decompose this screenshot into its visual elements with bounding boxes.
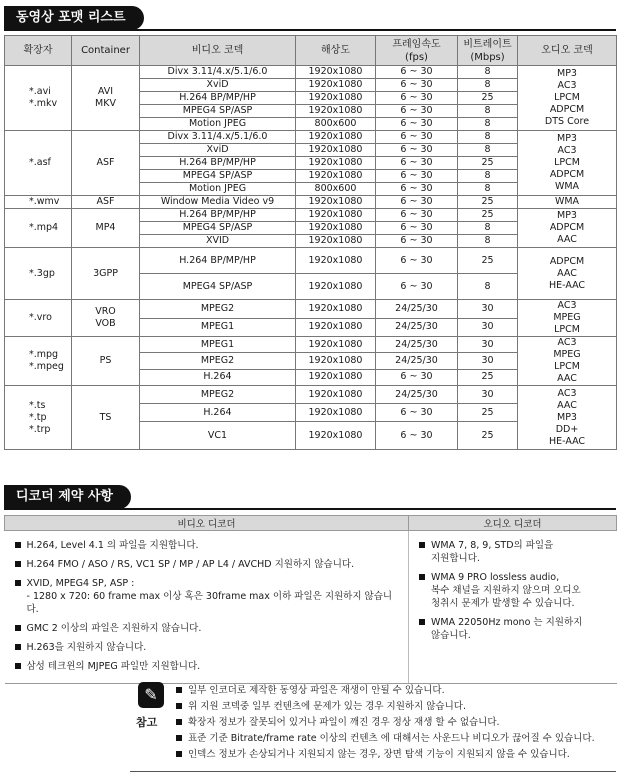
video-decoder-notes (5, 531, 409, 684)
extension-cell: *.mpg *.mpeg (5, 337, 72, 386)
bitrate-cell: 25 (458, 422, 518, 450)
audio-codec-cell: ADPCM AAC HE-AAC (518, 248, 617, 300)
resolution-cell: 800x600 (296, 183, 376, 196)
resolution-cell: 1920x1080 (296, 105, 376, 118)
container-cell: VRO VOB (72, 300, 140, 337)
video-codec-cell: Motion JPEG (140, 118, 296, 131)
resolution-cell: 1920x1080 (296, 209, 376, 222)
resolution-cell: 1920x1080 (296, 235, 376, 248)
video-codec-cell: MPEG4 SP/ASP (140, 274, 296, 300)
frame-rate-cell: 6 ~ 30 (376, 196, 458, 209)
frame-rate-cell: 6 ~ 30 (376, 170, 458, 183)
extension-cell: *.wmv (5, 196, 72, 209)
bitrate-cell: 8 (458, 79, 518, 92)
bitrate-cell: 25 (458, 209, 518, 222)
container-cell: TS (72, 386, 140, 450)
frame-rate-cell: 6 ~ 30 (376, 235, 458, 248)
video-codec-cell: MPEG1 (140, 337, 296, 353)
bitrate-cell: 25 (458, 92, 518, 105)
section-rule (4, 508, 616, 510)
bitrate-cell: 8 (458, 118, 518, 131)
pencil-icon: ✎ (138, 682, 164, 708)
video-codec-cell: H.264 BP/MP/HP (140, 92, 296, 105)
video-codec-cell: XVID (140, 235, 296, 248)
container-cell: PS (72, 337, 140, 386)
frame-rate-cell: 6 ~ 30 (376, 274, 458, 300)
video-codec-cell: MPEG4 SP/ASP (140, 170, 296, 183)
audio-codec-cell: AC3 MPEG LPCM (518, 300, 617, 337)
video-codec-cell: VC1 (140, 422, 296, 450)
table-row (5, 337, 617, 353)
resolution-cell: 1920x1080 (296, 92, 376, 105)
bitrate-cell: 25 (458, 404, 518, 422)
header-audio-decoder: 오디오 디코더 (409, 516, 617, 531)
resolution-cell: 1920x1080 (296, 300, 376, 319)
resolution-cell: 1920x1080 (296, 318, 376, 337)
bitrate-cell: 8 (458, 131, 518, 144)
bitrate-cell: 30 (458, 318, 518, 337)
video-codec-cell: H.264 (140, 369, 296, 385)
resolution-cell: 1920x1080 (296, 222, 376, 235)
frame-rate-cell: 24/25/30 (376, 337, 458, 353)
video-codec-cell: XviD (140, 79, 296, 92)
table-row (5, 300, 617, 319)
table-row (5, 209, 617, 222)
video-codec-cell: H.264 BP/MP/HP (140, 157, 296, 170)
audio-codec-cell: MP3 AC3 LPCM ADPCM WMA (518, 131, 617, 196)
container-cell: ASF (72, 196, 140, 209)
resolution-cell: 1920x1080 (296, 422, 376, 450)
frame-rate-cell: 6 ~ 30 (376, 79, 458, 92)
reference-note-box (130, 676, 616, 772)
video-codec-cell: Motion JPEG (140, 183, 296, 196)
list-item: WMA 7, 8, 9, STD의 파일을 지원합니다. (417, 539, 611, 565)
video-codec-cell: MPEG2 (140, 386, 296, 404)
resolution-cell: 1920x1080 (296, 170, 376, 183)
container-cell: MP4 (72, 209, 140, 248)
section-title-format-list: 동영상 포맷 리스트 (4, 6, 144, 30)
list-item: 위 지원 코덱중 일부 컨텐츠에 문제가 있는 경우 지원하지 않습니다. (174, 700, 614, 713)
format-table-header (5, 36, 617, 66)
bitrate-cell: 30 (458, 353, 518, 369)
resolution-cell: 1920x1080 (296, 79, 376, 92)
bitrate-cell: 8 (458, 105, 518, 118)
list-item: WMA 9 PRO lossless audio, 복수 채널을 지원하지 않으며 오디오 청취시 문제가 발생할 수 있습니다. (417, 571, 611, 610)
list-item: H.264, Level 4.1 의 파일을 지원합니다. (13, 539, 403, 552)
bitrate-cell: 8 (458, 144, 518, 157)
video-codec-cell: MPEG2 (140, 300, 296, 319)
video-codec-cell: XviD (140, 144, 296, 157)
frame-rate-cell: 6 ~ 30 (376, 105, 458, 118)
header-container: Container (72, 36, 140, 66)
frame-rate-cell: 6 ~ 30 (376, 157, 458, 170)
resolution-cell: 1920x1080 (296, 66, 376, 79)
list-item: H.264 FMO / ASO / RS, VC1 SP / MP / AP L4 / AVCHD 지원하지 않습니다. (13, 558, 403, 571)
resolution-cell: 800x600 (296, 118, 376, 131)
bitrate-cell: 25 (458, 157, 518, 170)
video-codec-cell: MPEG2 (140, 353, 296, 369)
format-table (4, 35, 617, 450)
frame-rate-cell: 6 ~ 30 (376, 222, 458, 235)
frame-rate-cell: 24/25/30 (376, 300, 458, 319)
bitrate-cell: 25 (458, 248, 518, 274)
list-item: H.263을 지원하지 않습니다. (13, 641, 403, 654)
header-video-codec: 비디오 코덱 (140, 36, 296, 66)
bitrate-cell: 8 (458, 274, 518, 300)
section-rule (4, 29, 616, 31)
table-row (5, 386, 617, 404)
extension-cell: *.mp4 (5, 209, 72, 248)
extension-cell: *.asf (5, 131, 72, 196)
video-codec-cell: H.264 BP/MP/HP (140, 209, 296, 222)
video-codec-cell: Window Media Video v9 (140, 196, 296, 209)
extension-cell: *.3gp (5, 248, 72, 300)
bitrate-cell: 8 (458, 222, 518, 235)
resolution-cell: 1920x1080 (296, 337, 376, 353)
frame-rate-cell: 24/25/30 (376, 318, 458, 337)
video-codec-cell: MPEG1 (140, 318, 296, 337)
bitrate-cell: 8 (458, 170, 518, 183)
bitrate-cell: 25 (458, 196, 518, 209)
header-frame-rate: 프레임속도 (fps) (376, 36, 458, 66)
frame-rate-cell: 6 ~ 30 (376, 131, 458, 144)
video-codec-cell: Divx 3.11/4.x/5.1/6.0 (140, 131, 296, 144)
resolution-cell: 1920x1080 (296, 196, 376, 209)
bitrate-cell: 8 (458, 235, 518, 248)
resolution-cell: 1920x1080 (296, 157, 376, 170)
bitrate-cell: 30 (458, 337, 518, 353)
frame-rate-cell: 6 ~ 30 (376, 404, 458, 422)
video-codec-cell: MPEG4 SP/ASP (140, 222, 296, 235)
audio-codec-cell: MP3 ADPCM AAC (518, 209, 617, 248)
bitrate-cell: 25 (458, 369, 518, 385)
list-item: WMA 22050Hz mono 는 지원하지 않습니다. (417, 616, 611, 642)
frame-rate-cell: 6 ~ 30 (376, 92, 458, 105)
header-video-decoder: 비디오 디코더 (5, 516, 409, 531)
header-resolution: 해상도 (296, 36, 376, 66)
frame-rate-cell: 6 ~ 30 (376, 248, 458, 274)
frame-rate-cell: 24/25/30 (376, 353, 458, 369)
list-item: 삼성 테크윈의 MJPEG 파일만 지원합니다. (13, 660, 403, 673)
list-item: 인덱스 정보가 손상되거나 지원되지 않는 경우, 장면 탐색 기능이 지원되지 않을 수 있습니다. (174, 748, 614, 761)
video-codec-cell: H.264 (140, 404, 296, 422)
video-codec-cell: Divx 3.11/4.x/5.1/6.0 (140, 66, 296, 79)
table-row (5, 66, 617, 79)
section-title-decoder-limits: 디코더 제약 사항 (4, 485, 131, 509)
frame-rate-cell: 6 ~ 30 (376, 144, 458, 157)
table-row (5, 196, 617, 209)
audio-codec-cell: MP3 AC3 LPCM ADPCM DTS Core (518, 66, 617, 131)
frame-rate-cell: 6 ~ 30 (376, 209, 458, 222)
resolution-cell: 1920x1080 (296, 131, 376, 144)
reference-bottom-rule (130, 771, 616, 772)
frame-rate-cell: 6 ~ 30 (376, 118, 458, 131)
video-codec-cell: MPEG4 SP/ASP (140, 105, 296, 118)
resolution-cell: 1920x1080 (296, 369, 376, 385)
bitrate-cell: 30 (458, 300, 518, 319)
table-row (5, 131, 617, 144)
table-row (5, 248, 617, 274)
container-cell: ASF (72, 131, 140, 196)
extension-cell: *.avi *.mkv (5, 66, 72, 131)
header-extension: 확장자 (5, 36, 72, 66)
frame-rate-cell: 6 ~ 30 (376, 66, 458, 79)
list-item: 확장자 정보가 잘못되어 있거나 파일이 깨진 경우 정상 재생 할 수 없습니다. (174, 716, 614, 729)
resolution-cell: 1920x1080 (296, 353, 376, 369)
list-item: 일부 인코더로 제작한 동영상 파일은 재생이 안될 수 있습니다. (174, 684, 614, 697)
list-item: 표준 기준 Bitrate/frame rate 이상의 컨텐츠 에 대해서는 사운드나 비디오가 끊어질 수 있습니다. (174, 732, 614, 745)
frame-rate-cell: 6 ~ 30 (376, 183, 458, 196)
container-cell: 3GPP (72, 248, 140, 300)
list-item: GMC 2 이상의 파일은 지원하지 않습니다. (13, 622, 403, 635)
resolution-cell: 1920x1080 (296, 274, 376, 300)
frame-rate-cell: 6 ~ 30 (376, 422, 458, 450)
list-item: XVID, MPEG4 SP, ASP : - 1280 x 720: 60 frame max 이상 혹은 30frame max 이하 파일은 지원하지 않습니다. (13, 577, 403, 616)
resolution-cell: 1920x1080 (296, 248, 376, 274)
resolution-cell: 1920x1080 (296, 144, 376, 157)
audio-decoder-notes (409, 531, 617, 684)
frame-rate-cell: 6 ~ 30 (376, 369, 458, 385)
reference-label: 참고 (136, 716, 158, 729)
header-audio-codec: 오디오 코덱 (518, 36, 617, 66)
bitrate-cell: 30 (458, 386, 518, 404)
extension-cell: *.ts *.tp *.trp (5, 386, 72, 450)
audio-codec-cell: AC3 AAC MP3 DD+ HE-AAC (518, 386, 617, 450)
audio-codec-cell: AC3 MPEG LPCM AAC (518, 337, 617, 386)
frame-rate-cell: 24/25/30 (376, 386, 458, 404)
audio-codec-cell: WMA (518, 196, 617, 209)
header-bitrate: 비트레이트 (Mbps) (458, 36, 518, 66)
video-codec-cell: H.264 BP/MP/HP (140, 248, 296, 274)
bitrate-cell: 8 (458, 183, 518, 196)
extension-cell: *.vro (5, 300, 72, 337)
resolution-cell: 1920x1080 (296, 404, 376, 422)
bitrate-cell: 8 (458, 66, 518, 79)
container-cell: AVI MKV (72, 66, 140, 131)
resolution-cell: 1920x1080 (296, 386, 376, 404)
decoder-table (4, 515, 617, 684)
